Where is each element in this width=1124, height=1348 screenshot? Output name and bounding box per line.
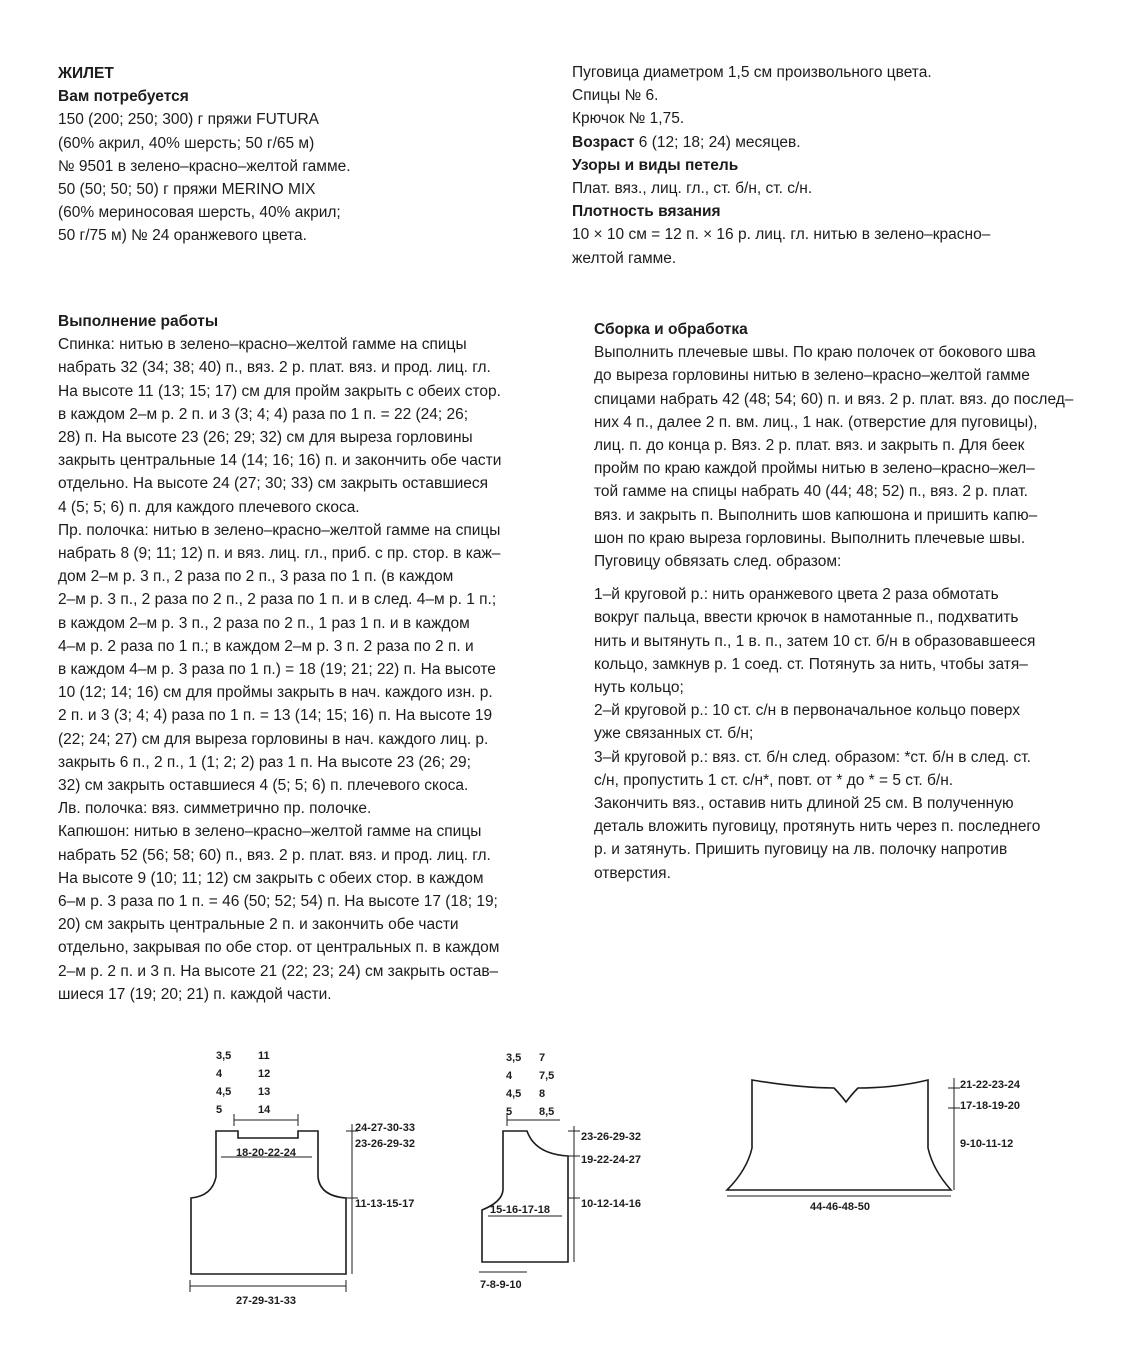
text-line: 28) п. На высоте 23 (26; 29; 32) см для выреза горловины (58, 429, 473, 447)
text-line: 6–м р. 3 раза по 1 п. = 46 (50; 52; 54) п. На высоте 17 (18; 19; (58, 893, 498, 911)
text-line: 20) см закрыть центральные 2 п. и закончить обе части (58, 916, 459, 934)
hood-bottom-width: 44-46-48-50 (810, 1201, 870, 1213)
text-line: деталь вложить пуговицу, протянуть нить через п. последнего (594, 818, 1041, 836)
materials-line: 50 (50; 50; 50) г пряжи MERINO MIX (58, 181, 316, 199)
specs-section (572, 61, 990, 270)
text-line: отверстия. (594, 864, 671, 882)
assembly-lines (594, 341, 1073, 573)
age-value: 6 (12; 18; 24) месяцев. (634, 133, 801, 151)
text-line: отдельно. На высоте 24 (27; 30; 33) см закрыть оставшиеся (58, 475, 489, 493)
text-line: 4 (5; 5; 6) п. для каждого плечевого скоса. (58, 498, 360, 516)
text-line: На высоте 9 (10; 11; 12) см закрыть с обеих стор. в каждом (58, 869, 484, 887)
text-line: уже связанных ст. б/н; (594, 725, 754, 743)
text-line: 2–й круговой р.: 10 ст. с/н в первоначальное кольцо поверх (594, 702, 1021, 720)
materials-line: (60% мериносовая шерсть, 40% акрил; (58, 204, 341, 222)
hood-height-2: 17-18-19-20 (960, 1100, 1020, 1112)
text-line: набрать 52 (56; 58; 60) п., вяз. 2 р. плат. вяз. и прод. лиц. гл. (58, 846, 491, 864)
front-bottom-width: 7-8-9-10 (480, 1279, 522, 1291)
density-heading: Плотность вязания (572, 203, 721, 221)
text-line: той гамме на спицы набрать 40 (44; 48; 52) п., вяз. 2 р. плат. (594, 483, 1028, 501)
text-line: 3–й круговой р.: вяз. ст. б/н след. образом: *ст. б/н в след. ст. (594, 748, 1031, 766)
text-line: 4–м р. 2 раза по 1 п.; в каждом 2–м р. 3 п. 2 раза по 2 п. и (58, 637, 474, 655)
needs-heading: Вам потребуется (58, 88, 189, 106)
front-shoulder-height-3: 4,5 (506, 1088, 522, 1100)
text-line: Пуговицу обвязать след. образом: (594, 553, 842, 571)
back-total-height: 24-27-30-33 (355, 1122, 415, 1134)
assembly-section (594, 318, 1073, 885)
patterns-text: Плат. вяз., лиц. гл., ст. б/н, ст. с/н. (572, 180, 813, 198)
back-shoulder-width-4: 14 (258, 1104, 271, 1116)
materials-line: 150 (200; 250; 300) г пряжи FUTURA (58, 111, 319, 129)
back-schematic (190, 1050, 415, 1307)
text-line: Закончить вяз., оставив нить длиной 25 см. В полученную (594, 795, 1014, 813)
text-line: 2 п. и 3 (3; 4; 4) раза по 1 п. = 13 (14; 15; 16) п. На высоте 19 (58, 707, 493, 725)
text-line: лиц. п. до конца р. Вяз. 2 р. плат. вяз. и закрыть п. Для беек (594, 437, 1025, 455)
text-line: 10 (12; 14; 16) см для проймы закрыть в нач. каждого изн. р. (58, 684, 493, 702)
back-shoulder-width-2: 12 (258, 1068, 271, 1080)
text-line: спицами набрать 42 (48; 54; 60) п. и вяз. 2 р. плат. вяз. до послед– (594, 390, 1074, 408)
front-shoulder-width-2: 7,5 (539, 1070, 555, 1082)
front-total-height: 23-26-29-32 (581, 1131, 641, 1143)
text-line: пройм по краю каждой проймы нитью в зелено–красно–жел– (594, 460, 1035, 478)
pattern-schematics (0, 1030, 1124, 1330)
text-line: в каждом 2–м р. 2 п. и 3 (3; 4; 4) раза по 1 п. = 22 (24; 26; (58, 405, 469, 423)
text-line: кольцо, замкнув р. 1 соед. ст. Потянуть за нить, чтобы затя– (594, 655, 1028, 673)
text-line: набрать 32 (34; 38; 40) п., вяз. 2 р. плат. вяз. и прод. лиц. гл. (58, 359, 491, 377)
age-line (572, 131, 990, 154)
density-line: желтой гамме. (572, 249, 677, 267)
text-line: набрать 8 (9; 11; 12) п. и вяз. лиц. гл., приб. с пр. стор. в каж– (58, 545, 501, 563)
front-schematic (479, 1052, 641, 1291)
text-line: в каждом 4–м р. 3 раза по 1 п.) = 18 (19; 21; 22) п. На высоте (58, 661, 496, 679)
text-line: Капюшон: нитью в зелено–красно–желтой гамме на спицы (58, 823, 482, 841)
assembly-heading: Сборка и обработка (594, 321, 748, 338)
materials-section (58, 62, 351, 248)
text-line: до выреза горловины нитью в зелено–красно–желтой гамме (594, 367, 1030, 385)
front-mid-width: 15-16-17-18 (490, 1204, 550, 1216)
text-line: Выполнить плечевые швы. По краю полочек от бокового шва (594, 344, 1036, 362)
front-shoulder-width-4: 8,5 (539, 1106, 555, 1118)
back-armhole-height: 11-13-15-17 (355, 1198, 415, 1210)
text-line: нить и вытянуть п., 1 в. п., затем 10 ст. б/н в образовавшееся (594, 632, 1036, 650)
front-shoulder-height-4: 5 (506, 1106, 513, 1118)
work-lines (58, 333, 501, 1006)
back-shoulder-height-2: 4 (216, 1068, 223, 1080)
front-shoulder-height-2: 4 (506, 1070, 513, 1082)
front-shoulder-height-1: 3,5 (506, 1052, 522, 1064)
hood-height-1: 21-22-23-24 (960, 1079, 1020, 1091)
text-line: нуть кольцо; (594, 679, 684, 697)
text-line: 1–й круговой р.: нить оранжевого цвета 2 раза обмотать (594, 586, 999, 604)
front-armhole-height: 10-12-14-16 (581, 1198, 641, 1210)
text-line: в каждом 2–м р. 3 п., 2 раза по 2 п., 1 раз 1 п. и в каждом (58, 614, 470, 632)
materials-line: (60% акрил, 40% шерсть; 50 г/65 м) (58, 134, 315, 152)
back-shoulder-height-1: 3,5 (216, 1050, 232, 1062)
materials-line: № 9501 в зелено–красно–желтой гамме. (58, 157, 351, 175)
text-line: 2–м р. 2 п. и 3 п. На высоте 21 (22; 23; 24) см закрыть остав– (58, 962, 499, 980)
text-line: закрыть центральные 14 (14; 16; 16) п. и закончить обе части (58, 452, 502, 470)
text-line: вяз. и закрыть п. Выполнить шов капюшона и пришить капю– (594, 506, 1038, 524)
text-line: 32) см закрыть оставшиеся 4 (5; 5; 6) п. плечевого скоса. (58, 777, 469, 795)
hood-height-3: 9-10-11-12 (960, 1138, 1014, 1150)
text-line: шиеся 17 (19; 20; 21) п. каждой части. (58, 985, 332, 1003)
hood-schematic (727, 1078, 1021, 1213)
age-label: Возраст (572, 133, 635, 151)
patterns-heading: Узоры и виды петель (572, 156, 739, 174)
back-shoulder-height-4: 5 (216, 1104, 223, 1116)
specs-line: Крючок № 1,75. (572, 110, 685, 128)
back-shoulder-height-3: 4,5 (216, 1086, 232, 1098)
back-shoulder-width-3: 13 (258, 1086, 271, 1098)
specs-line: Пуговица диаметром 1,5 см произвольного цвета. (572, 64, 932, 81)
materials-line: 50 г/75 м) № 24 оранжевого цвета. (58, 227, 307, 245)
specs-line: Спицы № 6. (572, 87, 659, 105)
front-shoulder-width-3: 8 (539, 1088, 546, 1100)
text-line: Спинка: нитью в зелено–красно–желтой гамме на спицы (58, 336, 467, 354)
front-outline (482, 1131, 568, 1262)
text-line: (22; 24; 27) см для выреза горловины в нач. каждого лиц. р. (58, 730, 489, 748)
front-neck-height: 19-22-24-27 (581, 1154, 641, 1166)
text-line: с/н, пропустить 1 ст. с/н*, повт. от * до * = 5 ст. б/н. (594, 771, 954, 789)
text-line: отдельно, закрывая по обе стор. от центральных п. в каждом (58, 939, 500, 957)
text-line: них 4 п., далее 2 п. вм. лиц., 1 нак. (отверстие для пуговицы), (594, 413, 1038, 431)
vest-title: ЖИЛЕТ (58, 65, 114, 82)
back-neck-width: 18-20-22-24 (236, 1147, 296, 1159)
back-bottom-width: 27-29-31-33 (236, 1295, 296, 1307)
text-line: вокруг пальца, ввести крючок в намотанные п., подхватить (594, 609, 1019, 627)
work-section (58, 310, 501, 1006)
text-line: дом 2–м р. 3 п., 2 раза по 2 п., 3 раза по 1 п. (в каждом (58, 568, 454, 586)
text-line: закрыть 6 п., 2 п., 1 (1; 2; 2) раз 1 п. На высоте 23 (26; 29; (58, 753, 471, 771)
text-line: р. и затянуть. Пришить пуговицу на лв. полочку напротив (594, 841, 1008, 859)
text-line: На высоте 11 (13; 15; 17) см для пройм закрыть с обеих стор. (58, 382, 501, 400)
front-shoulder-width-1: 7 (539, 1052, 546, 1064)
hood-outline (727, 1080, 951, 1190)
back-shoulder-width-1: 11 (258, 1050, 270, 1062)
button-instructions (594, 583, 1073, 885)
work-heading: Выполнение работы (58, 313, 219, 330)
text-line: шон по краю выреза горловины. Выполнить плечевые швы. (594, 529, 1026, 547)
text-line: 2–м р. 3 п., 2 раза по 2 п., 2 раза по 1 п. и в след. 4–м р. 1 п.; (58, 591, 497, 609)
back-neck-height: 23-26-29-32 (355, 1138, 415, 1150)
text-line: Пр. полочка: нитью в зелено–красно–желтой гамме на спицы (58, 521, 501, 539)
density-line: 10 × 10 см = 12 п. × 16 р. лиц. гл. нитью в зелено–красно– (572, 226, 991, 244)
text-line: Лв. полочка: вяз. симметрично пр. полочке. (58, 800, 372, 818)
